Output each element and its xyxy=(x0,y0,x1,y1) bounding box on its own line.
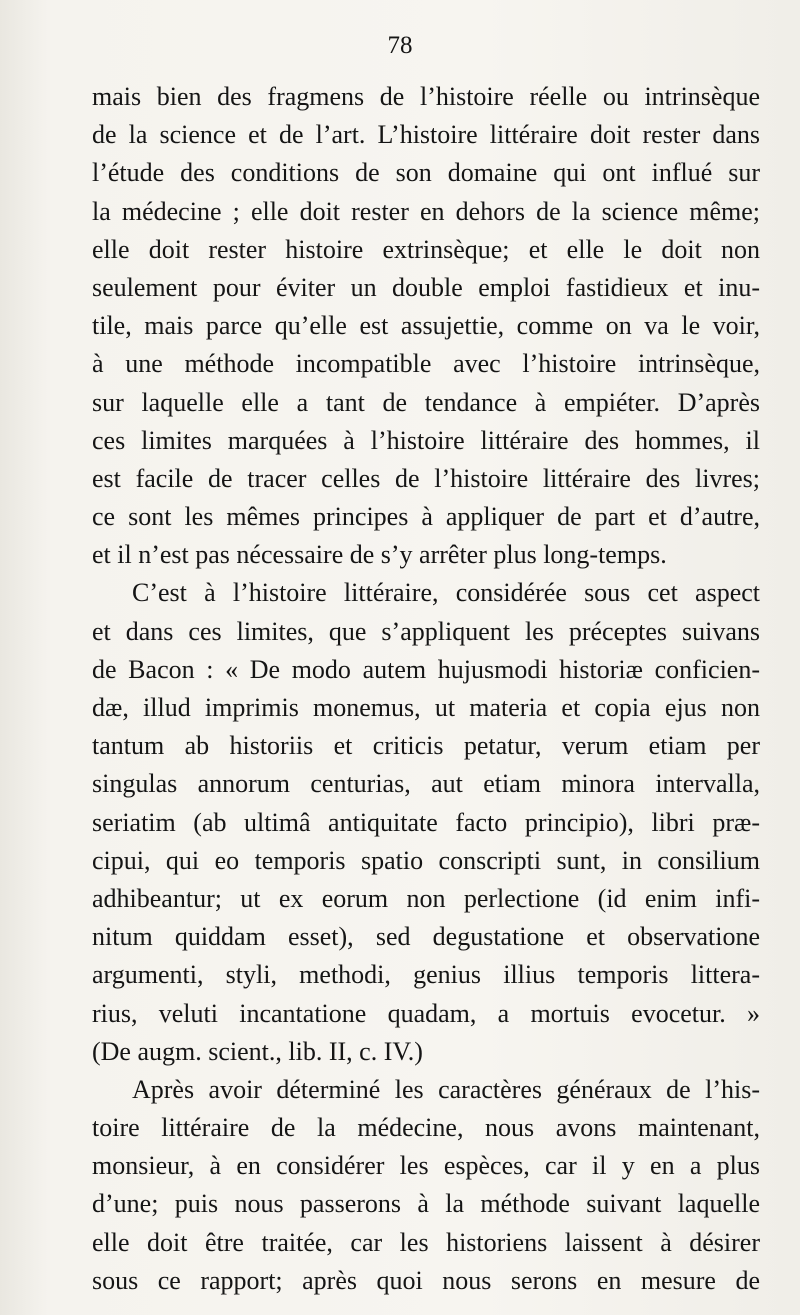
text-line: est facile de tracer celles de l’histoire littéraire des livres; xyxy=(92,463,760,493)
text-line: elle doit être traitée, car les historiens laissent à désirer xyxy=(92,1227,760,1257)
text-line: l’étude des conditions de son domaine qui ont influé sur xyxy=(92,158,760,188)
text-line: tile, mais parce qu’elle est assujettie, comme on va le voir, xyxy=(92,311,760,341)
text-line: rius, veluti incantatione quadam, a mortuis evocetur. » xyxy=(92,998,760,1028)
page-number: 78 xyxy=(387,32,413,59)
text-line: singulas annorum centurias, aut etiam minora intervalla, xyxy=(92,769,760,799)
text-line: monsieur, à en considérer les espèces, car il y en a plus xyxy=(92,1151,760,1181)
text-line: de Bacon : « De modo autem hujusmodi historiæ conficien- xyxy=(92,654,760,684)
text-line: C’est à l’histoire littéraire, considérée sous cet aspect xyxy=(132,578,760,608)
text-line: d’une; puis nous passerons à la méthode suivant laquelle xyxy=(92,1189,760,1219)
text-line: sur laquelle elle a tant de tendance à empiéter. D’après xyxy=(92,387,760,417)
text-line: seulement pour éviter un double emploi fastidieux et inu- xyxy=(92,272,760,302)
text-line: à une méthode incompatible avec l’histoire intrinsèque, xyxy=(92,349,760,379)
text-line: mais bien des fragmens de l’histoire réelle ou intrinsèque xyxy=(92,82,760,111)
text-line: argumenti, styli, methodi, genius illius temporis littera- xyxy=(92,960,760,990)
text-line: Après avoir déterminé les caractères généraux de l’his- xyxy=(132,1074,760,1104)
text-line: nitum quiddam esset), sed degustatione et observatione xyxy=(92,922,760,952)
text-line: dæ, illud imprimis monemus, ut materia et copia ejus non xyxy=(92,693,760,722)
text-line: elle doit rester histoire extrinsèque; et elle le doit non xyxy=(92,234,760,264)
text-line: cipui, qui eo temporis spatio conscripti sunt, in consilium xyxy=(92,845,760,875)
text-line: et il n’est pas nécessaire de s’y arrêter plus long-temps. xyxy=(92,540,667,570)
text-line: (De augm. scient., lib. II, c. IV.) xyxy=(92,1036,423,1066)
text-line: tantum ab historiis et criticis petatur, verum etiam per xyxy=(92,731,760,761)
text-line: adhibeantur; ut ex eorum non perlectione (id enim infi- xyxy=(92,883,760,913)
text-line: ce sont les mêmes principes à appliquer de part et d’autre, xyxy=(92,502,760,532)
text-line: seriatim (ab ultimâ antiquitate facto principio), libri præ- xyxy=(92,807,760,837)
text-line: ces limites marquées à l’histoire littéraire des hommes, il xyxy=(92,425,760,455)
text-line: sous ce rapport; après quoi nous serons en mesure de xyxy=(92,1265,760,1295)
text-line: de la science et de l’art. L’histoire littéraire doit rester dans xyxy=(92,120,760,150)
text-line: la médecine ; elle doit rester en dehors de la science même; xyxy=(92,196,760,226)
text-line: et dans ces limites, que s’appliquent les préceptes suivans xyxy=(92,616,760,646)
body-text xyxy=(92,78,760,1300)
text-line: toire littéraire de la médecine, nous avons maintenant, xyxy=(92,1113,760,1143)
